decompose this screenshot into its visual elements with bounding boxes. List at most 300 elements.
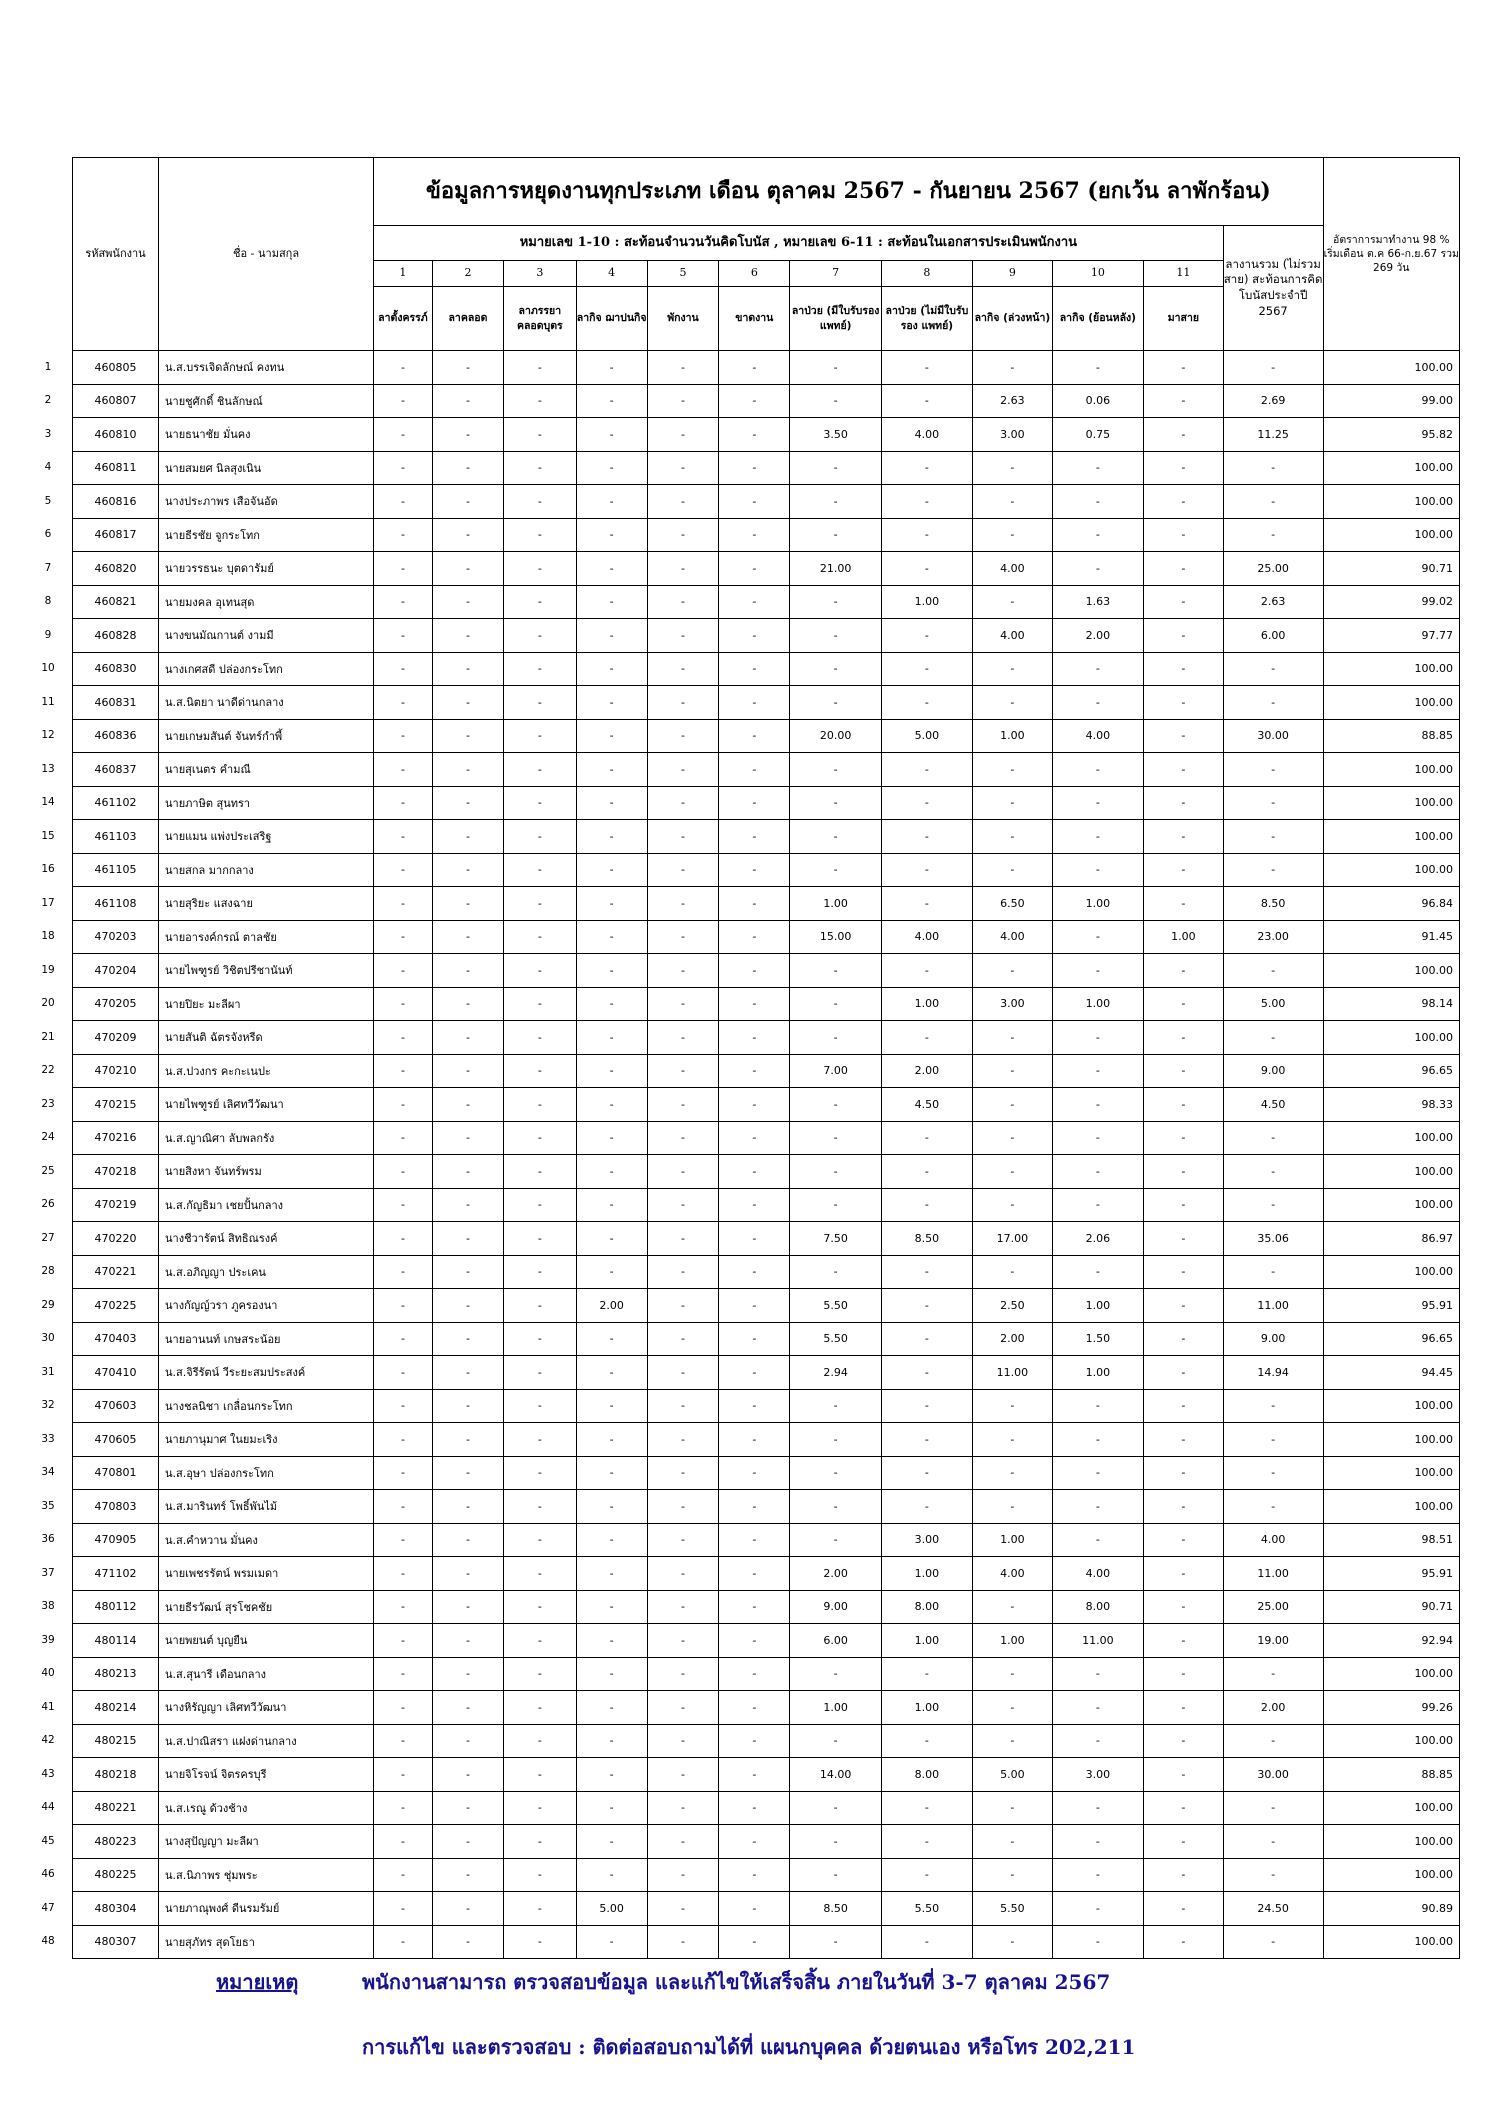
employee-code-cell: 470203 bbox=[73, 920, 159, 954]
leave-value-cell: 5.00 bbox=[576, 1892, 647, 1926]
header-col-label: ลาป่วย (ไม่มีใบรับรอง แพทย์) bbox=[881, 287, 972, 351]
attendance-rate-cell: 99.02 bbox=[1323, 585, 1459, 619]
total-leave-cell: 9.00 bbox=[1223, 1054, 1323, 1088]
leave-value-cell: - bbox=[576, 1724, 647, 1758]
table-row bbox=[73, 1791, 1460, 1825]
attendance-rate-cell: 95.82 bbox=[1323, 418, 1459, 452]
leave-value-cell: - bbox=[1144, 1356, 1224, 1390]
leave-value-cell: - bbox=[719, 1155, 790, 1189]
leave-value-cell: - bbox=[973, 1423, 1053, 1457]
leave-value-cell: - bbox=[1144, 1758, 1224, 1792]
leave-value-cell: - bbox=[881, 1825, 972, 1859]
leave-value-cell: - bbox=[576, 954, 647, 988]
leave-value-cell: - bbox=[1144, 853, 1224, 887]
employee-name-cell: นางสุปัญญา มะลีผา bbox=[159, 1825, 374, 1859]
header-col-label: ลากิจ ฌาปนกิจ bbox=[576, 287, 647, 351]
employee-name-cell: นายพยนต์ บุญยืน bbox=[159, 1624, 374, 1658]
leave-value-cell: - bbox=[719, 1289, 790, 1323]
leave-value-cell: - bbox=[374, 1557, 433, 1591]
row-number: 17 bbox=[41, 896, 55, 909]
header-col-label: ลาป่วย (มีใบรับรอง แพทย์) bbox=[790, 287, 881, 351]
leave-value-cell: - bbox=[790, 686, 881, 720]
leave-value-cell: - bbox=[504, 1624, 576, 1658]
header-col-number: 10 bbox=[1052, 261, 1143, 287]
row-number: 46 bbox=[41, 1868, 55, 1880]
leave-value-cell: 1.63 bbox=[1052, 585, 1143, 619]
leave-value-cell: - bbox=[973, 686, 1053, 720]
leave-value-cell: 21.00 bbox=[790, 552, 881, 586]
leave-value-cell: - bbox=[576, 1356, 647, 1390]
table-row bbox=[73, 1088, 1460, 1122]
row-number: 27 bbox=[41, 1231, 55, 1244]
total-leave-cell: - bbox=[1223, 1255, 1323, 1289]
leave-value-cell: - bbox=[374, 384, 433, 418]
leave-value-cell: - bbox=[1052, 1724, 1143, 1758]
leave-value-cell: - bbox=[576, 987, 647, 1021]
leave-value-cell: - bbox=[973, 1691, 1053, 1725]
leave-value-cell: - bbox=[719, 351, 790, 385]
leave-value-cell: 3.50 bbox=[790, 418, 881, 452]
row-number: 28 bbox=[41, 1265, 55, 1277]
employee-code-cell: 470801 bbox=[73, 1456, 159, 1490]
note-line-2: การแก้ไข และตรวจสอบ : ติดต่อสอบถามได้ที่ แผนกบุคคล ด้วยตนเอง หรือโทร 202,211 bbox=[362, 2035, 1136, 2059]
header-col-number: 6 bbox=[719, 261, 790, 287]
employee-code-cell: 470221 bbox=[73, 1255, 159, 1289]
total-leave-cell: - bbox=[1223, 1791, 1323, 1825]
attendance-rate-cell: 100.00 bbox=[1323, 451, 1459, 485]
table-row bbox=[73, 1925, 1460, 1959]
leave-value-cell: - bbox=[881, 485, 972, 519]
leave-value-cell: - bbox=[973, 1858, 1053, 1892]
leave-value-cell: - bbox=[504, 1021, 576, 1055]
table-row bbox=[73, 920, 1460, 954]
row-number: 9 bbox=[44, 628, 52, 641]
leave-value-cell: - bbox=[504, 1088, 576, 1122]
leave-value-cell: - bbox=[647, 1155, 718, 1189]
leave-value-cell: - bbox=[576, 1188, 647, 1222]
leave-value-cell: - bbox=[881, 887, 972, 921]
leave-value-cell: - bbox=[1144, 418, 1224, 452]
total-leave-cell: - bbox=[1223, 1456, 1323, 1490]
leave-value-cell: - bbox=[576, 518, 647, 552]
table-row bbox=[73, 1423, 1460, 1457]
row-number: 37 bbox=[41, 1566, 55, 1579]
leave-value-cell: - bbox=[576, 451, 647, 485]
leave-value-cell: - bbox=[1144, 1021, 1224, 1055]
leave-value-cell: - bbox=[504, 686, 576, 720]
leave-value-cell: - bbox=[973, 485, 1053, 519]
table-row bbox=[73, 1456, 1460, 1490]
leave-value-cell: - bbox=[432, 1724, 503, 1758]
leave-value-cell: - bbox=[1052, 1925, 1143, 1959]
leave-value-cell: - bbox=[719, 1590, 790, 1624]
leave-value-cell: - bbox=[374, 1389, 433, 1423]
total-leave-cell: - bbox=[1223, 1423, 1323, 1457]
employee-name-cell: นายสกล มากกลาง bbox=[159, 853, 374, 887]
leave-value-cell: - bbox=[647, 1691, 718, 1725]
leave-value-cell: - bbox=[647, 1925, 718, 1959]
employee-code-cell: 470605 bbox=[73, 1423, 159, 1457]
leave-value-cell: - bbox=[432, 1121, 503, 1155]
leave-value-cell: - bbox=[647, 920, 718, 954]
leave-value-cell: - bbox=[719, 920, 790, 954]
leave-value-cell: - bbox=[719, 1222, 790, 1256]
table-row bbox=[73, 1523, 1460, 1557]
total-leave-cell: - bbox=[1223, 853, 1323, 887]
total-leave-cell: - bbox=[1223, 1858, 1323, 1892]
leave-value-cell: 5.50 bbox=[881, 1892, 972, 1926]
employee-name-cell: น.ส.เรณู ด้วงช้าง bbox=[159, 1791, 374, 1825]
leave-value-cell: - bbox=[1144, 485, 1224, 519]
employee-code-cell: 460836 bbox=[73, 719, 159, 753]
leave-value-cell: - bbox=[1144, 1389, 1224, 1423]
attendance-rate-cell: 100.00 bbox=[1323, 1925, 1459, 1959]
leave-value-cell: - bbox=[432, 619, 503, 653]
leave-value-cell: - bbox=[576, 1021, 647, 1055]
leave-value-cell: - bbox=[432, 1892, 503, 1926]
employee-name-cell: นายเกษมสันต์ จันทร์กำพี้ bbox=[159, 719, 374, 753]
leave-value-cell: - bbox=[1144, 1925, 1224, 1959]
leave-value-cell: - bbox=[647, 1389, 718, 1423]
leave-value-cell: - bbox=[719, 384, 790, 418]
employee-code-cell: 480221 bbox=[73, 1791, 159, 1825]
leave-value-cell: - bbox=[881, 786, 972, 820]
total-leave-cell: 23.00 bbox=[1223, 920, 1323, 954]
attendance-rate-cell: 90.89 bbox=[1323, 1892, 1459, 1926]
leave-value-cell: - bbox=[374, 1791, 433, 1825]
leave-value-cell: - bbox=[504, 1490, 576, 1524]
total-leave-cell: 35.06 bbox=[1223, 1222, 1323, 1256]
leave-value-cell: - bbox=[504, 619, 576, 653]
leave-value-cell: - bbox=[719, 1523, 790, 1557]
leave-value-cell: - bbox=[576, 1222, 647, 1256]
leave-value-cell: - bbox=[647, 384, 718, 418]
employee-code-cell: 460816 bbox=[73, 485, 159, 519]
total-leave-cell: - bbox=[1223, 451, 1323, 485]
leave-value-cell: - bbox=[374, 1490, 433, 1524]
employee-code-cell: 480304 bbox=[73, 1892, 159, 1926]
attendance-rate-cell: 100.00 bbox=[1323, 1155, 1459, 1189]
leave-value-cell: - bbox=[504, 920, 576, 954]
employee-name-cell: น.ส.คำหวาน มั่นคง bbox=[159, 1523, 374, 1557]
total-leave-cell: - bbox=[1223, 686, 1323, 720]
employee-name-cell: นายสุภัทร สุดโยธา bbox=[159, 1925, 374, 1959]
leave-value-cell: - bbox=[1144, 552, 1224, 586]
leave-value-cell: - bbox=[504, 1121, 576, 1155]
employee-name-cell: นางประภาพร เสือจันอัด bbox=[159, 485, 374, 519]
table-row bbox=[73, 1624, 1460, 1658]
leave-value-cell: - bbox=[881, 384, 972, 418]
leave-value-cell: - bbox=[504, 820, 576, 854]
table-row bbox=[73, 1322, 1460, 1356]
leave-value-cell: - bbox=[881, 753, 972, 787]
leave-value-cell: - bbox=[1144, 1054, 1224, 1088]
attendance-rate-cell: 100.00 bbox=[1323, 351, 1459, 385]
leave-value-cell: - bbox=[374, 518, 433, 552]
leave-value-cell: - bbox=[719, 1356, 790, 1390]
leave-value-cell: - bbox=[1144, 1155, 1224, 1189]
leave-value-cell: - bbox=[504, 1523, 576, 1557]
leave-value-cell: 8.00 bbox=[1052, 1590, 1143, 1624]
leave-value-cell: - bbox=[504, 853, 576, 887]
leave-value-cell: - bbox=[1144, 1724, 1224, 1758]
table-row bbox=[73, 753, 1460, 787]
table-row bbox=[73, 518, 1460, 552]
table-row bbox=[73, 351, 1460, 385]
leave-value-cell: - bbox=[504, 351, 576, 385]
table-row bbox=[73, 1657, 1460, 1691]
leave-value-cell: 9.00 bbox=[790, 1590, 881, 1624]
leave-value-cell: - bbox=[576, 1858, 647, 1892]
leave-value-cell: - bbox=[374, 987, 433, 1021]
leave-value-cell: - bbox=[432, 652, 503, 686]
leave-value-cell: - bbox=[973, 1791, 1053, 1825]
total-leave-cell: 14.94 bbox=[1223, 1356, 1323, 1390]
employee-name-cell: นางขนมัณกานต์ งามมี bbox=[159, 619, 374, 653]
leave-value-cell: - bbox=[374, 920, 433, 954]
leave-value-cell: - bbox=[374, 1892, 433, 1926]
total-leave-cell: - bbox=[1223, 1389, 1323, 1423]
employee-code-cell: 480213 bbox=[73, 1657, 159, 1691]
leave-value-cell: - bbox=[881, 1121, 972, 1155]
leave-value-cell: - bbox=[432, 384, 503, 418]
total-leave-cell: - bbox=[1223, 1021, 1323, 1055]
row-number: 6 bbox=[44, 528, 52, 540]
attendance-rate-cell: 96.65 bbox=[1323, 1054, 1459, 1088]
attendance-rate-cell: 99.26 bbox=[1323, 1691, 1459, 1725]
total-leave-cell: - bbox=[1223, 652, 1323, 686]
leave-value-cell: - bbox=[504, 1389, 576, 1423]
employee-name-cell: น.ส.มารินทร์ โพธิ์พันไม้ bbox=[159, 1490, 374, 1524]
attendance-rate-cell: 96.84 bbox=[1323, 887, 1459, 921]
leave-value-cell: - bbox=[1052, 1054, 1143, 1088]
leave-value-cell: 1.00 bbox=[1144, 920, 1224, 954]
leave-value-cell: - bbox=[1144, 1121, 1224, 1155]
employee-name-cell: นายสุริยะ แสงฉาย bbox=[159, 887, 374, 921]
leave-value-cell: - bbox=[374, 1758, 433, 1792]
row-number: 16 bbox=[41, 863, 55, 875]
leave-value-cell: - bbox=[647, 1088, 718, 1122]
employee-name-cell: นายสมยศ นิลสุงเนิน bbox=[159, 451, 374, 485]
leave-value-cell: - bbox=[374, 485, 433, 519]
leave-value-cell: - bbox=[881, 619, 972, 653]
leave-value-cell: - bbox=[647, 1322, 718, 1356]
leave-value-cell: - bbox=[1052, 1188, 1143, 1222]
employee-code-cell: 460805 bbox=[73, 351, 159, 385]
leave-value-cell: - bbox=[374, 1657, 433, 1691]
leave-value-cell: - bbox=[647, 1356, 718, 1390]
employee-code-cell: 480215 bbox=[73, 1724, 159, 1758]
leave-value-cell: - bbox=[374, 1021, 433, 1055]
employee-name-cell: นายเพชรรัตน์ พรมเมดา bbox=[159, 1557, 374, 1591]
attendance-rate-cell: 100.00 bbox=[1323, 518, 1459, 552]
leave-value-cell: - bbox=[432, 1590, 503, 1624]
leave-value-cell: - bbox=[973, 853, 1053, 887]
leave-value-cell: - bbox=[881, 853, 972, 887]
leave-value-cell: - bbox=[1052, 1021, 1143, 1055]
leave-value-cell: - bbox=[973, 1724, 1053, 1758]
leave-value-cell: - bbox=[647, 1021, 718, 1055]
leave-value-cell: - bbox=[647, 552, 718, 586]
leave-value-cell: - bbox=[374, 418, 433, 452]
header-col-number: 2 bbox=[432, 261, 503, 287]
note-label: หมายเหตุ bbox=[216, 1970, 299, 1994]
leave-value-cell: 1.50 bbox=[1052, 1322, 1143, 1356]
leave-value-cell: - bbox=[719, 619, 790, 653]
employee-name-cell: นายภาณุพงศ์ ดีนรมรัมย์ bbox=[159, 1892, 374, 1926]
leave-value-cell: 2.06 bbox=[1052, 1222, 1143, 1256]
leave-value-cell: - bbox=[576, 1155, 647, 1189]
leave-value-cell: - bbox=[576, 1624, 647, 1658]
total-leave-cell: 11.00 bbox=[1223, 1289, 1323, 1323]
row-number: 44 bbox=[41, 1801, 55, 1813]
leave-value-cell: - bbox=[1052, 954, 1143, 988]
row-number: 43 bbox=[41, 1767, 55, 1780]
leave-value-cell: - bbox=[647, 1892, 718, 1926]
leave-value-cell: - bbox=[432, 351, 503, 385]
leave-value-cell: - bbox=[719, 1322, 790, 1356]
employee-code-cell: 480214 bbox=[73, 1691, 159, 1725]
employee-name-cell: นางเกศสดี ปล่องกระโทก bbox=[159, 652, 374, 686]
table-row bbox=[73, 1289, 1460, 1323]
leave-value-cell: 17.00 bbox=[973, 1222, 1053, 1256]
header-col-label: มาสาย bbox=[1144, 287, 1224, 351]
leave-value-cell: - bbox=[973, 1825, 1053, 1859]
leave-value-cell: - bbox=[576, 1791, 647, 1825]
leave-value-cell: - bbox=[432, 1088, 503, 1122]
attendance-rate-cell: 86.97 bbox=[1323, 1222, 1459, 1256]
employee-name-cell: นางชีวารัตน์ สิทธิณรงค์ bbox=[159, 1222, 374, 1256]
employee-name-cell: นายอานนท์ เกษสระน้อย bbox=[159, 1322, 374, 1356]
leave-value-cell: - bbox=[973, 1155, 1053, 1189]
leave-value-cell: - bbox=[374, 1188, 433, 1222]
leave-value-cell: - bbox=[719, 887, 790, 921]
employee-code-cell: 461108 bbox=[73, 887, 159, 921]
leave-value-cell: - bbox=[1144, 1423, 1224, 1457]
leave-value-cell: - bbox=[973, 585, 1053, 619]
leave-value-cell: - bbox=[719, 1825, 790, 1859]
leave-value-cell: - bbox=[576, 1657, 647, 1691]
total-leave-cell: - bbox=[1223, 1925, 1323, 1959]
leave-value-cell: - bbox=[1052, 1691, 1143, 1725]
leave-value-cell: - bbox=[374, 1523, 433, 1557]
employee-name-cell: นายวรรธนะ บุตดารัมย์ bbox=[159, 552, 374, 586]
attendance-rate-cell: 100.00 bbox=[1323, 485, 1459, 519]
leave-value-cell: - bbox=[790, 1858, 881, 1892]
leave-value-cell: - bbox=[647, 954, 718, 988]
leave-value-cell: 0.06 bbox=[1052, 384, 1143, 418]
row-number: 5 bbox=[44, 494, 52, 507]
leave-value-cell: - bbox=[719, 753, 790, 787]
total-leave-cell: - bbox=[1223, 485, 1323, 519]
employee-name-cell: น.ส.นิภาพร ชุ่มพระ bbox=[159, 1858, 374, 1892]
leave-value-cell: - bbox=[576, 1054, 647, 1088]
leave-value-cell: - bbox=[576, 485, 647, 519]
row-number: 36 bbox=[41, 1533, 55, 1545]
leave-value-cell: - bbox=[504, 1825, 576, 1859]
attendance-rate-cell: 100.00 bbox=[1323, 1791, 1459, 1825]
row-number: 18 bbox=[41, 930, 55, 942]
leave-value-cell: - bbox=[1144, 1624, 1224, 1658]
employee-code-cell: 480307 bbox=[73, 1925, 159, 1959]
leave-value-cell: - bbox=[374, 585, 433, 619]
leave-value-cell: - bbox=[647, 585, 718, 619]
leave-value-cell: - bbox=[374, 1724, 433, 1758]
leave-value-cell: - bbox=[973, 451, 1053, 485]
attendance-rate-cell: 100.00 bbox=[1323, 820, 1459, 854]
leave-value-cell: - bbox=[647, 1590, 718, 1624]
leave-value-cell: - bbox=[790, 1088, 881, 1122]
leave-value-cell: - bbox=[374, 686, 433, 720]
leave-value-cell: - bbox=[1144, 1188, 1224, 1222]
row-number: 21 bbox=[41, 1030, 55, 1043]
leave-value-cell: - bbox=[576, 753, 647, 787]
leave-value-cell: 6.50 bbox=[973, 887, 1053, 921]
leave-value-cell: - bbox=[1144, 1289, 1224, 1323]
leave-value-cell: - bbox=[719, 585, 790, 619]
employee-code-cell: 480225 bbox=[73, 1858, 159, 1892]
leave-value-cell: - bbox=[1052, 451, 1143, 485]
leave-value-cell: - bbox=[432, 1758, 503, 1792]
row-number: 19 bbox=[41, 963, 55, 976]
table-row bbox=[73, 1557, 1460, 1591]
leave-value-cell: - bbox=[374, 887, 433, 921]
leave-value-cell: 1.00 bbox=[973, 1624, 1053, 1658]
leave-value-cell: - bbox=[504, 1222, 576, 1256]
attendance-rate-cell: 100.00 bbox=[1323, 1456, 1459, 1490]
leave-value-cell: - bbox=[374, 1925, 433, 1959]
total-leave-cell: 30.00 bbox=[1223, 1758, 1323, 1792]
leave-value-cell: - bbox=[432, 1423, 503, 1457]
attendance-rate-cell: 100.00 bbox=[1323, 1188, 1459, 1222]
total-leave-cell: 4.00 bbox=[1223, 1523, 1323, 1557]
table-row bbox=[73, 853, 1460, 887]
attendance-rate-cell: 100.00 bbox=[1323, 686, 1459, 720]
total-leave-cell: - bbox=[1223, 351, 1323, 385]
employee-code-cell: 470215 bbox=[73, 1088, 159, 1122]
total-leave-cell: - bbox=[1223, 753, 1323, 787]
table-row bbox=[73, 1188, 1460, 1222]
leave-value-cell: - bbox=[881, 1724, 972, 1758]
leave-value-cell: - bbox=[374, 652, 433, 686]
leave-value-cell: - bbox=[504, 987, 576, 1021]
leave-value-cell: - bbox=[647, 1456, 718, 1490]
leave-value-cell: - bbox=[1052, 552, 1143, 586]
leave-value-cell: - bbox=[504, 418, 576, 452]
employee-code-cell: 470216 bbox=[73, 1121, 159, 1155]
table-row bbox=[73, 1590, 1460, 1624]
leave-value-cell: 1.00 bbox=[1052, 887, 1143, 921]
leave-value-cell: 7.50 bbox=[790, 1222, 881, 1256]
leave-value-cell: - bbox=[881, 1490, 972, 1524]
leave-value-cell: - bbox=[504, 384, 576, 418]
leave-value-cell: - bbox=[432, 518, 503, 552]
leave-value-cell: - bbox=[504, 887, 576, 921]
employee-code-cell: 470803 bbox=[73, 1490, 159, 1524]
table-row bbox=[73, 552, 1460, 586]
row-number: 47 bbox=[41, 1901, 55, 1914]
attendance-rate-cell: 92.94 bbox=[1323, 1624, 1459, 1658]
attendance-rate-cell: 100.00 bbox=[1323, 652, 1459, 686]
leave-value-cell: - bbox=[1144, 1523, 1224, 1557]
row-number: 41 bbox=[41, 1700, 55, 1713]
leave-value-cell: - bbox=[647, 351, 718, 385]
leave-value-cell: 5.50 bbox=[790, 1322, 881, 1356]
attendance-rate-cell: 90.71 bbox=[1323, 1590, 1459, 1624]
leave-value-cell: - bbox=[719, 820, 790, 854]
leave-value-cell: 1.00 bbox=[1052, 1289, 1143, 1323]
leave-value-cell: - bbox=[504, 518, 576, 552]
